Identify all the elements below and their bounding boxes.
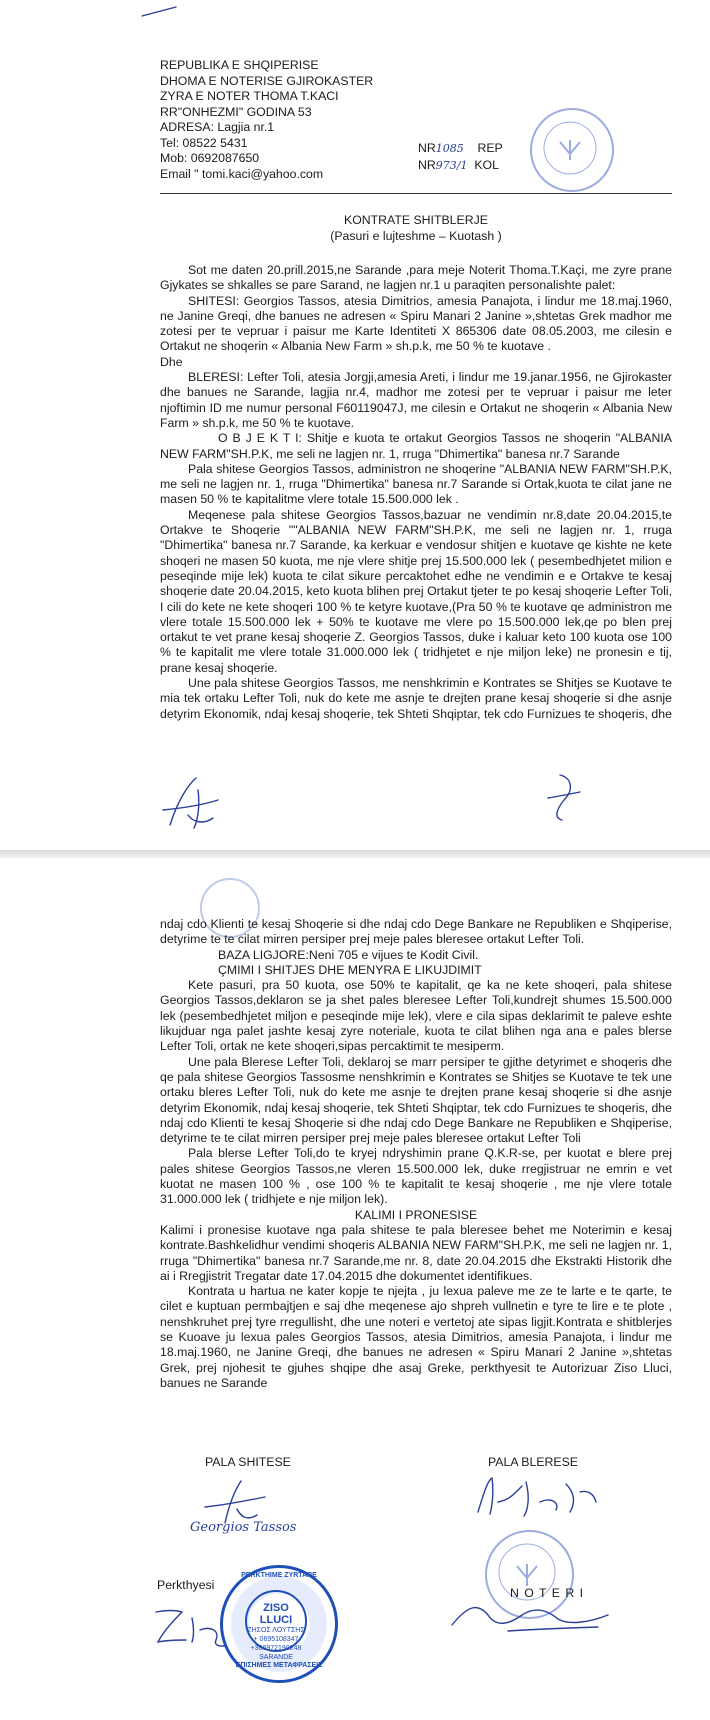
- paragraph: Kontrata u hartua ne kater kopje te njejta , ju lexua paleve me ze te larte e te qarte, te cilet e kuptuan permbajtjen e saj dhe meqenese ajo shpreh vullnetin e tyre te lire e te plote , nenshkruhet prej tyre rregullisht, dhe une noteri e vertetoj ate sipas ligjit.Kontrata e shitblerjes se Kuoave ju lexua pales Georgios Tassos, atesia Dimitrios, amesia Panajota, i lindur me 18.maj.1960, ne Janine Greqi, dhe banues ne adresen « Spiru Manari 2 Janine »,shtetas Grek, prej njohesit te gjuhes shqipe dhe asaj Greke, perkthyesit te Autorizuar Ziso Lluci, banues ne Sarande: [160, 1284, 672, 1390]
- document-page-2: [0, 858, 710, 1720]
- notary-label: N O T E R I: [510, 1586, 585, 1600]
- header-line: Email " tomi.kaci@yahoo.com: [160, 166, 324, 181]
- header-divider: [160, 193, 672, 194]
- paragraph: ndaj cdo Klienti te kesaj Shoqerie si dhe ndaj cdo Dege Bankare ne Republiken e Shqiperise, detyrime te te cilat mirren persiper prej meje pales bleresee ortakut Lefter Toli.: [160, 917, 672, 947]
- seller-label: PALA SHITESE: [205, 1455, 291, 1469]
- translator-label: Perkthyesi: [157, 1578, 215, 1592]
- stamp-bottom-text: ΕΠΙΣΗΜΕΣ ΜΕΤΑΦΡΑΣΕΙΣ: [235, 1662, 323, 1669]
- stamp-phone-2: +306972199248: [250, 1645, 302, 1652]
- paragraph-and: Dhe: [160, 354, 183, 369]
- paragraph: Une pala shitese Georgios Tassos, me nenshkrimin e Kontrates se Shitjes se Kuotave te mia tek ortaku Lefter Toli, nuk do kete me asnje te drejten prane kesaj shoqerie si dhe asnje detyrim Ekonomik, ndaj kesaj shoqerie, tek Shteti Shqiptar, tek cdo Furnizues te shoqeris, dhe: [160, 676, 672, 721]
- price-heading: ÇMIMI I SHITJES DHE MENYRA E LIKUJDIMIT: [218, 962, 482, 977]
- page-separator: [0, 850, 710, 858]
- page-2-body: [160, 917, 672, 1391]
- kol-number: 973/1: [435, 159, 468, 172]
- rep-suffix: REP: [477, 141, 503, 155]
- paragraph-buyer: BLERESI: Lefter Toli, atesia Jorgji,amesia Areti, i lindur me 19.janar.1956, ne Gjirokaster dhe banues ne Sarande, lagjia nr.4, madhor me zotesi per te vepruar i paisur me leter njoftimin ID me numur personal F60119047J, me cilesin e Ortakut ne shoqerin « Albania New Farm » sh.p.k, me 50 % te kuotave.: [160, 370, 672, 430]
- rep-number: 1085: [435, 142, 464, 155]
- paragraph: Pala blerse Lefter Toli,do te kryej ndryshimin prane Q.K.R-se, per kuotat e blere prej pales shitese Georgios Tassos,ne vleren 15.500.000 lek, duke rregjistruar ne emrin e vet kuotat ne masen 100 % , ose 100 % te kapitalit te kesaj shoqerie , me nje vlere totale 31.000.000 lek ( tridhjete e nje miljon lek).: [160, 1146, 672, 1207]
- page-1-body: [160, 263, 672, 722]
- stamp-phone-1: + 0695108347: [253, 1636, 299, 1643]
- eagle-icon: [532, 110, 612, 190]
- translator-stamp: [220, 1565, 338, 1683]
- notary-header: [160, 58, 373, 182]
- paragraph: Meqenese pala shitese Georgios Tassos,bazuar ne vendimin nr.8,date 20.04.2015,te Ortakve te Shoqerie ""ALBANIA NEW FARM"SH.P.K, me seli ne lagjen nr. 1, rruga "Dhimertika" banesa nr.7 Sarande, ka kerkuar e vendosur shitjen e kuotave qe kishte ne kete shoqeri ne masen 50 kuota, me nje vlere shitje prej 15.500.000 lek ( pesembedhjetet milion e peseqinde mije lek) kuota te cilat sikure percaktohet edhe ne vendimin e e Ortakve te kesaj shoqerie date 20.04.2015, keto kuota blihen prej Ortakut tjeter te po kesaj shoqerie Lefter Toli, I cili do kete ne kete shoqeri 100 % te ketyre kuotave,(Pra 50 % te kuotave qe administron me vlere totale 15.500.000 lek + 50% te kuotave me vlere po 15.500.000 lek,qe po blen prej ortakut te vet prane kesaj shoqerie Z. Georgios Tassos, duke i kaluar keto 100 kuota ose 100 % te kapitalit me vlere totale 31.000.000 lek ( tridhjetet e nje miljon leke) ne pronesin e tij, prane kesaj shoqerie.: [160, 507, 672, 675]
- stamp-city: SARANDE: [259, 1654, 293, 1661]
- ownership-heading: KALIMI I PRONESISE: [354, 1207, 478, 1222]
- paragraph-seller: SHITESI: Georgios Tassos, atesia Dimitrios, amesia Panajota, i lindur me 18.maj.1960, ne Janine Greqi, dhe banues ne adresen « Spiru Manari 2 Janine »,shtetas Grek madhor me zotesi per te vepruar i paisur me Karte Identiteti X 865306 date 08.05.2003, me cilesin e Ortakut ne shoqerin « Albania New Farm » sh.p.k, me 50 % te kuotave .: [160, 293, 672, 354]
- header-line: Mob: 0692087650: [160, 151, 260, 165]
- registration-numbers: [418, 140, 503, 174]
- rep-prefix: NR: [418, 141, 436, 155]
- kol-suffix: KOL: [474, 158, 499, 172]
- corner-pen-mark: [140, 4, 180, 20]
- paragraph: Une pala Blerese Lefter Toli, deklaroj se marr persiper te gjithe detyrimet e shoqeris dhe qe pala shitese Georgios Tassosme nenshkrimin e Kontrates se Shitjes se Kuotave te tek une ortaku bleres Lefter Toli, nuk do kete me asnje te drejten prane kesaj shoqerie si dhe asnje detyrim Ekonomik, ndaj kesaj shoqerie, tek Shteti Shqiptar, tek cdo Furnizues te shoqeris, dhe ndaj cdo Klienti te kesaj Shoqerie si dhe ndaj cdo Dege Bankare ne Republiken e Shqiperise, detyrime te te cilat mirren persiper prej meje pales bleresee ortakut Lefter Toli: [160, 1054, 672, 1146]
- document-subtitle: (Pasuri e lujteshme – Kuotash ): [330, 229, 502, 243]
- document-title: KONTRATE SHITBLERJE: [344, 213, 488, 227]
- document-page-1: [0, 0, 710, 850]
- header-line: RR"ONHEZMI" GODINA 53: [160, 104, 312, 119]
- notary-seal-top: [530, 108, 614, 192]
- kol-prefix: NR: [418, 158, 436, 172]
- paragraph: Kalimi i pronesise kuotave nga pala shitese te pala bleresee behet me Noterimin e kesaj kontrate.Bashkelidhur vendimi shoqeris ALBANIA NEW FARM"SH.P.K, me seli ne lagjen nr. 1, rruga "Dhimertika" banesa nr.7 Sarande,me nr. 8, date 20.04.2015 dhe Ekstrakti Historik dhe ai i Rregjistrit Tregatar date 17.04.2015 dhe dokumentet identifikues.: [160, 1222, 672, 1283]
- stamp-top-text: PERKTHIME ZYRTARE: [241, 1572, 317, 1579]
- notary-signature: [448, 1595, 618, 1640]
- paragraph: Sot me daten 20.prill.2015,ne Sarande ,para meje Noterit Thoma.T.Kaçi, me zyre prane Gjykates se shkalles se pare Sarand, ne lagjen nr.1 u paraqiten personalishte palet:: [160, 263, 672, 293]
- header-line: Tel: 08522 5431: [160, 135, 248, 150]
- header-line: ZYRA E NOTER THOMA T.KACI: [160, 89, 339, 103]
- stamp-greek-name: ΖΗΣΟΣ ΛΟΥΤΣΗΣ: [247, 1627, 305, 1634]
- header-line: DHOMA E NOTERISE GJIROKASTER: [160, 73, 374, 88]
- buyer-signature: [470, 1472, 610, 1522]
- header-line: ADRESA: Lagjia nr.1: [160, 120, 275, 134]
- buyer-label: PALA BLERESE: [488, 1455, 578, 1469]
- stamp-name: ZISO LLUCI: [259, 1602, 293, 1626]
- header-line: REPUBLIKA E SHQIPERISE: [160, 58, 319, 72]
- legal-basis: BAZA LIGJORE:Neni 705 e vijues te Kodit Civil.: [218, 947, 479, 962]
- buyer-signature-initial: [540, 770, 590, 825]
- paragraph: Kete pasuri, pra 50 kuota, ose 50% te kapitalit, qe ka ne kete shoqeri, pala shitese Georgios Tassos,deklaron se ja shet pales bleresee Lefter Toli,kundrejt shumes 15.500.000 lek (pesembedhjetet miljon e peseqinde mije lek), vlere e cila sipas deklarimit te paleve eshte likujduar nga palet jashte kesaj zyre noteriale, kuota te cilat blihen nga ana e pales blerse Lefter Toli, ortak ne kete shoqeri,sipas percaktimit te mesiperm.: [160, 978, 672, 1054]
- paragraph: Pala shitese Georgios Tassos, administron ne shoqerine "ALBANIA NEW FARM"SH.P.K, me seli ne lagjen nr. 1, rruga "Dhimertika" banesa nr.7 Sarande si Ortak,kuota te cilat jane ne masen 50 % te kapitalitme vlere totale 15.500.000 lek .: [160, 461, 672, 507]
- seller-written-name: Georgios Tassos: [190, 1520, 297, 1535]
- seller-signature-initial: [158, 770, 228, 835]
- paragraph-object: O B J E K T I: Shitje e kuota te ortakut Georgios Tassos ne shoqerin "ALBANIA NEW FARM"SH.P.K, me seli ne lagjen nr. 1, rruga "Dhimertika" banesa nr.7 Sarande: [160, 431, 672, 461]
- stamp-center: [245, 1590, 307, 1661]
